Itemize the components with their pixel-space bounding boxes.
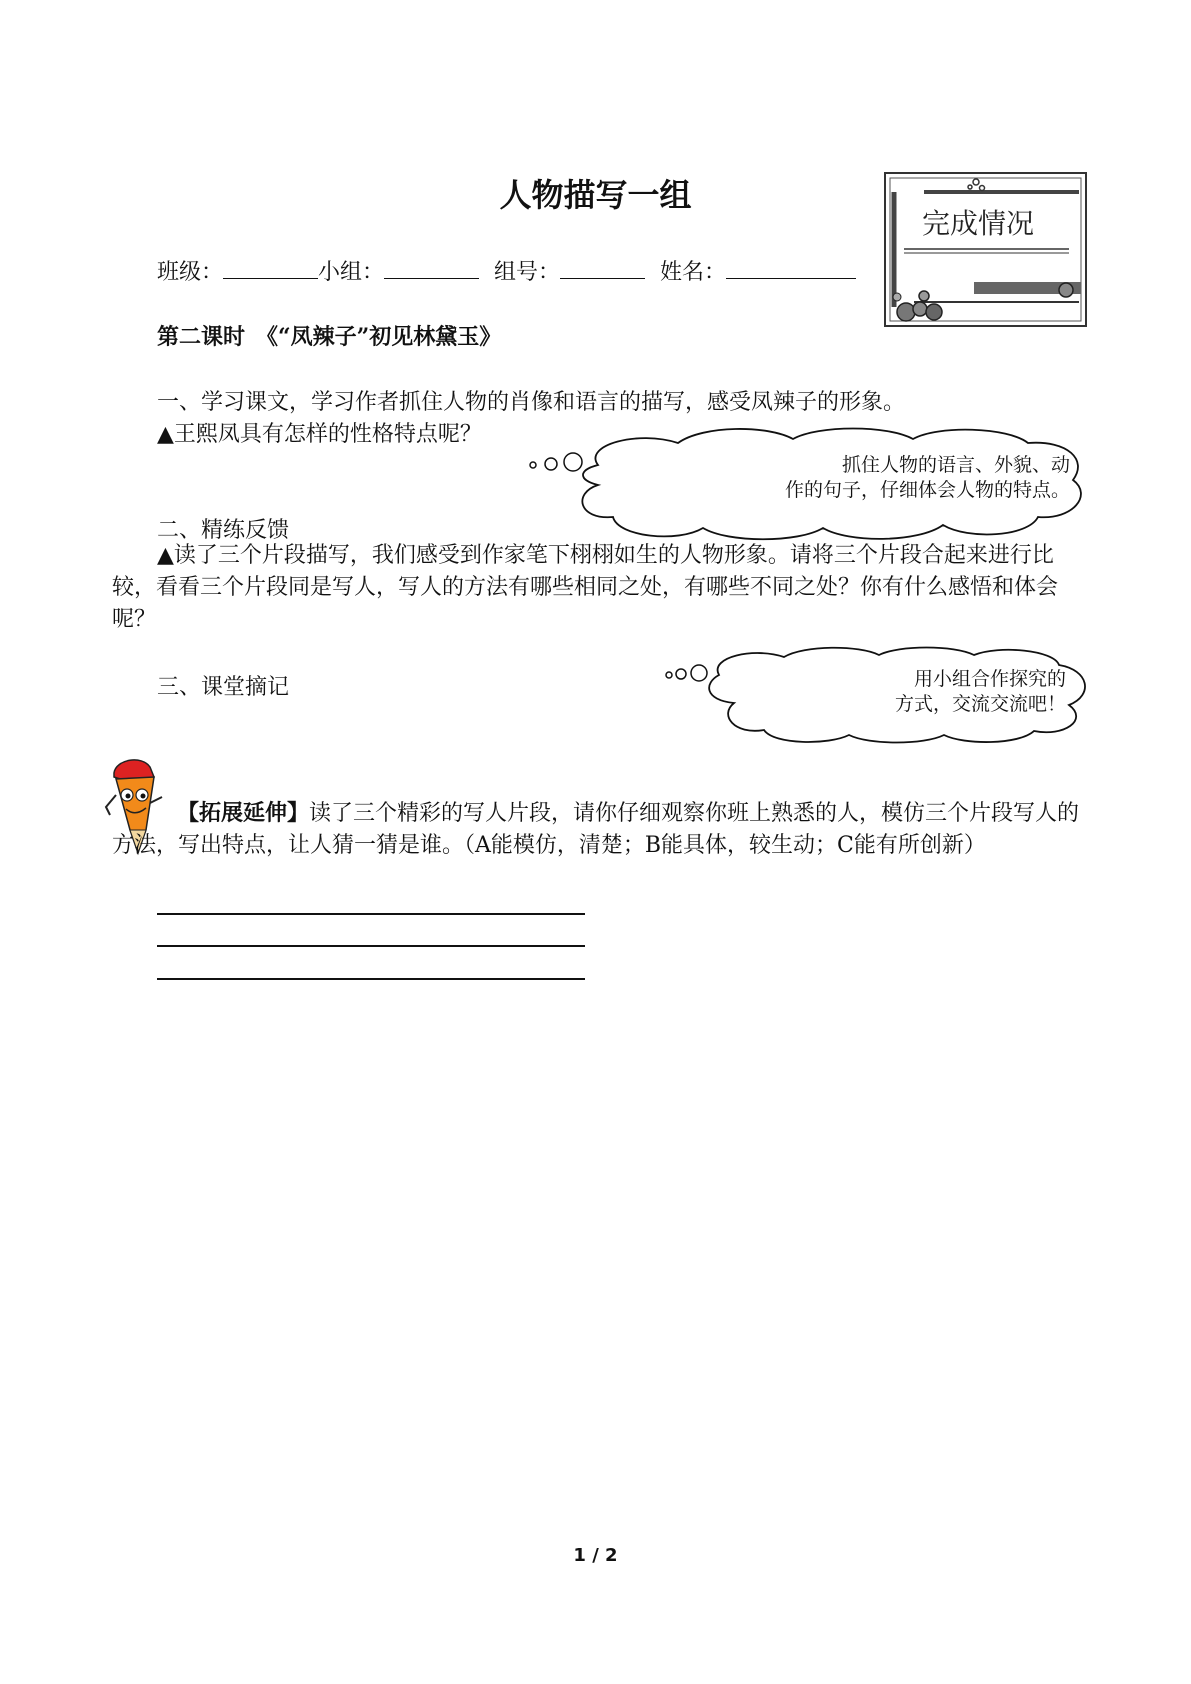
number-field[interactable] bbox=[560, 256, 645, 279]
extension-paragraph bbox=[112, 797, 1087, 862]
thought-cloud-2-text bbox=[766, 667, 1066, 717]
thought-cloud-1 bbox=[528, 425, 1088, 543]
status-box-frame bbox=[884, 172, 1087, 327]
class-label: 班级： bbox=[157, 260, 224, 285]
thought-cloud-1-line-2: 作的句子，仔细体会人物的特点。 bbox=[784, 479, 1070, 501]
page-title: 人物描写一组 bbox=[499, 176, 692, 214]
answer-line-1[interactable] bbox=[157, 913, 585, 915]
name-field[interactable] bbox=[726, 256, 856, 279]
page-number: 1 / 2 bbox=[573, 1545, 618, 1566]
name-label: 姓名： bbox=[660, 260, 727, 285]
thought-cloud-2-line-1: 用小组合作探究的 bbox=[913, 668, 1066, 690]
section-2-heading: 二、精练反馈 bbox=[157, 518, 290, 543]
section-1-heading: 一、学习课文，学习作者抓住人物的肖像和语言的描写，感受凤辣子的形象。 bbox=[157, 390, 906, 415]
thought-cloud-1-line-1: 抓住人物的语言、外貌、动 bbox=[841, 454, 1070, 476]
extension-text: 读了三个精彩的写人片段，请你仔细观察你班上熟悉的人，模仿三个片段写人的方法，写出特点，让人猜一猜是谁。（A能模仿，清楚；B能具体，较生动；C能有所创新） bbox=[112, 801, 1080, 858]
student-info-row bbox=[157, 255, 856, 286]
extension-label: 【拓展延伸】 bbox=[177, 800, 310, 826]
number-label: 组号： bbox=[494, 260, 561, 285]
completion-status-box bbox=[884, 172, 1087, 327]
answer-line-3[interactable] bbox=[157, 978, 585, 980]
status-box-label: 完成情况 bbox=[922, 207, 1035, 240]
section-3-heading: 三、课堂摘记 bbox=[157, 675, 290, 700]
thought-cloud-2 bbox=[664, 645, 1088, 745]
question-1: ▲王熙凤具有怎样的性格特点呢？ bbox=[157, 422, 482, 447]
answer-line-2[interactable] bbox=[157, 945, 585, 947]
group-label: 小组： bbox=[318, 260, 385, 285]
question-2: ▲读了三个片段描写，我们感受到作家笔下栩栩如生的人物形象。请将三个片段合起来进行比较，看看三个片段同是写人，写人的方法有哪些相同之处，有哪些不同之处？你有什么感悟和体会呢？ bbox=[112, 543, 1059, 632]
group-field[interactable] bbox=[384, 256, 479, 279]
thought-cloud-1-text bbox=[650, 453, 1070, 503]
lesson-heading: 第二课时 《“凤辣子”初见林黛玉》 bbox=[157, 324, 502, 350]
class-field[interactable] bbox=[223, 256, 318, 279]
thought-cloud-2-line-2: 方式，交流交流吧！ bbox=[894, 693, 1066, 715]
